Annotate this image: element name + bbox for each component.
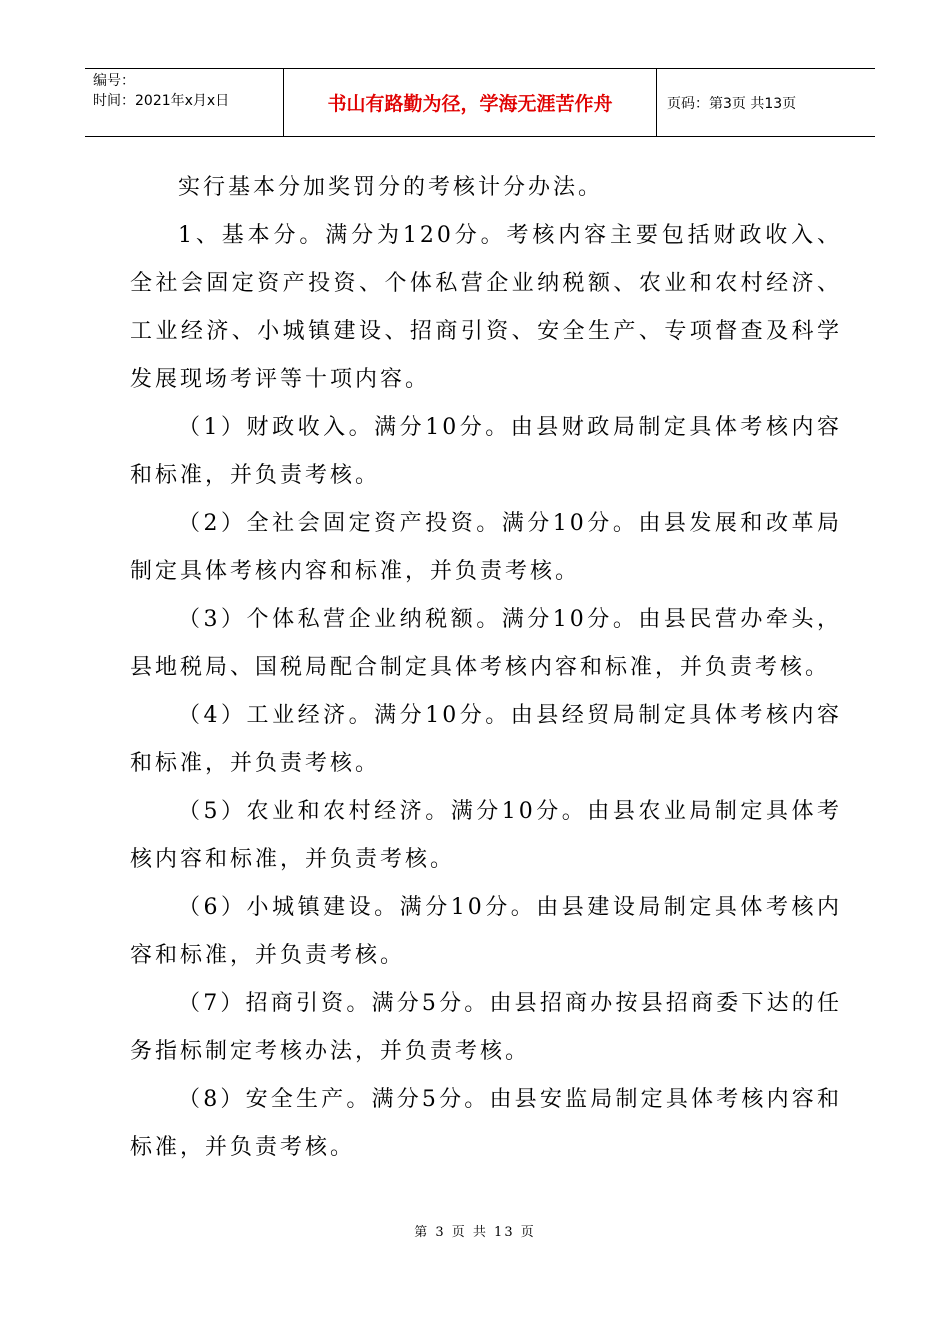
page-footer: 第 3 页 共 13 页 — [414, 1225, 536, 1240]
body-paragraph: （3）个体私营企业纳税额。满分10分。由县民营办牵头，县地税局、国税局配合制定具体考核内容和标准，并负责考核。 — [130, 607, 842, 680]
body-paragraph: （6）小城镇建设。满分10分。由县建设局制定具体考核内容和标准，并负责考核。 — [130, 895, 842, 968]
body-paragraph: 实行基本分加奖罚分的考核计分办法。 — [178, 175, 604, 200]
body-paragraph: （1）财政收入。满分10分。由县财政局制定具体考核内容和标准，并负责考核。 — [130, 415, 842, 488]
body-paragraph: （8）安全生产。满分5分。由县安监局制定具体考核内容和标准，并负责考核。 — [130, 1087, 842, 1160]
body-paragraph: （4）工业经济。满分10分。由县经贸局制定具体考核内容和标准，并负责考核。 — [130, 703, 842, 776]
document-body — [130, 164, 842, 1172]
header-page-info: 页码：第3页 共13页 — [667, 95, 797, 112]
document-number-label: 编号： — [93, 73, 135, 89]
body-paragraph: （2）全社会固定资产投资。满分10分。由县发展和改革局制定具体考核内容和标准，并负责考核。 — [130, 511, 842, 584]
body-paragraph: （5）农业和农村经济。满分10分。由县农业局制定具体考核内容和标准，并负责考核。 — [130, 799, 842, 872]
body-paragraph: （7）招商引资。满分5分。由县招商办按县招商委下达的任务指标制定考核办法，并负责考核。 — [130, 991, 842, 1064]
header-motto: 书山有路勤为径，学海无涯苦作舟 — [284, 69, 657, 136]
body-paragraph: 1、基本分。满分为120分。考核内容主要包括财政收入、全社会固定资产投资、个体私营企业纳税额、农业和农村经济、工业经济、小城镇建设、招商引资、安全生产、专项督查及科学发展现场考评等十项内容。 — [130, 223, 842, 392]
document-time-label: 时间：2021年x月x日 — [93, 93, 230, 109]
header-meta — [85, 69, 284, 136]
page-header — [85, 68, 875, 137]
